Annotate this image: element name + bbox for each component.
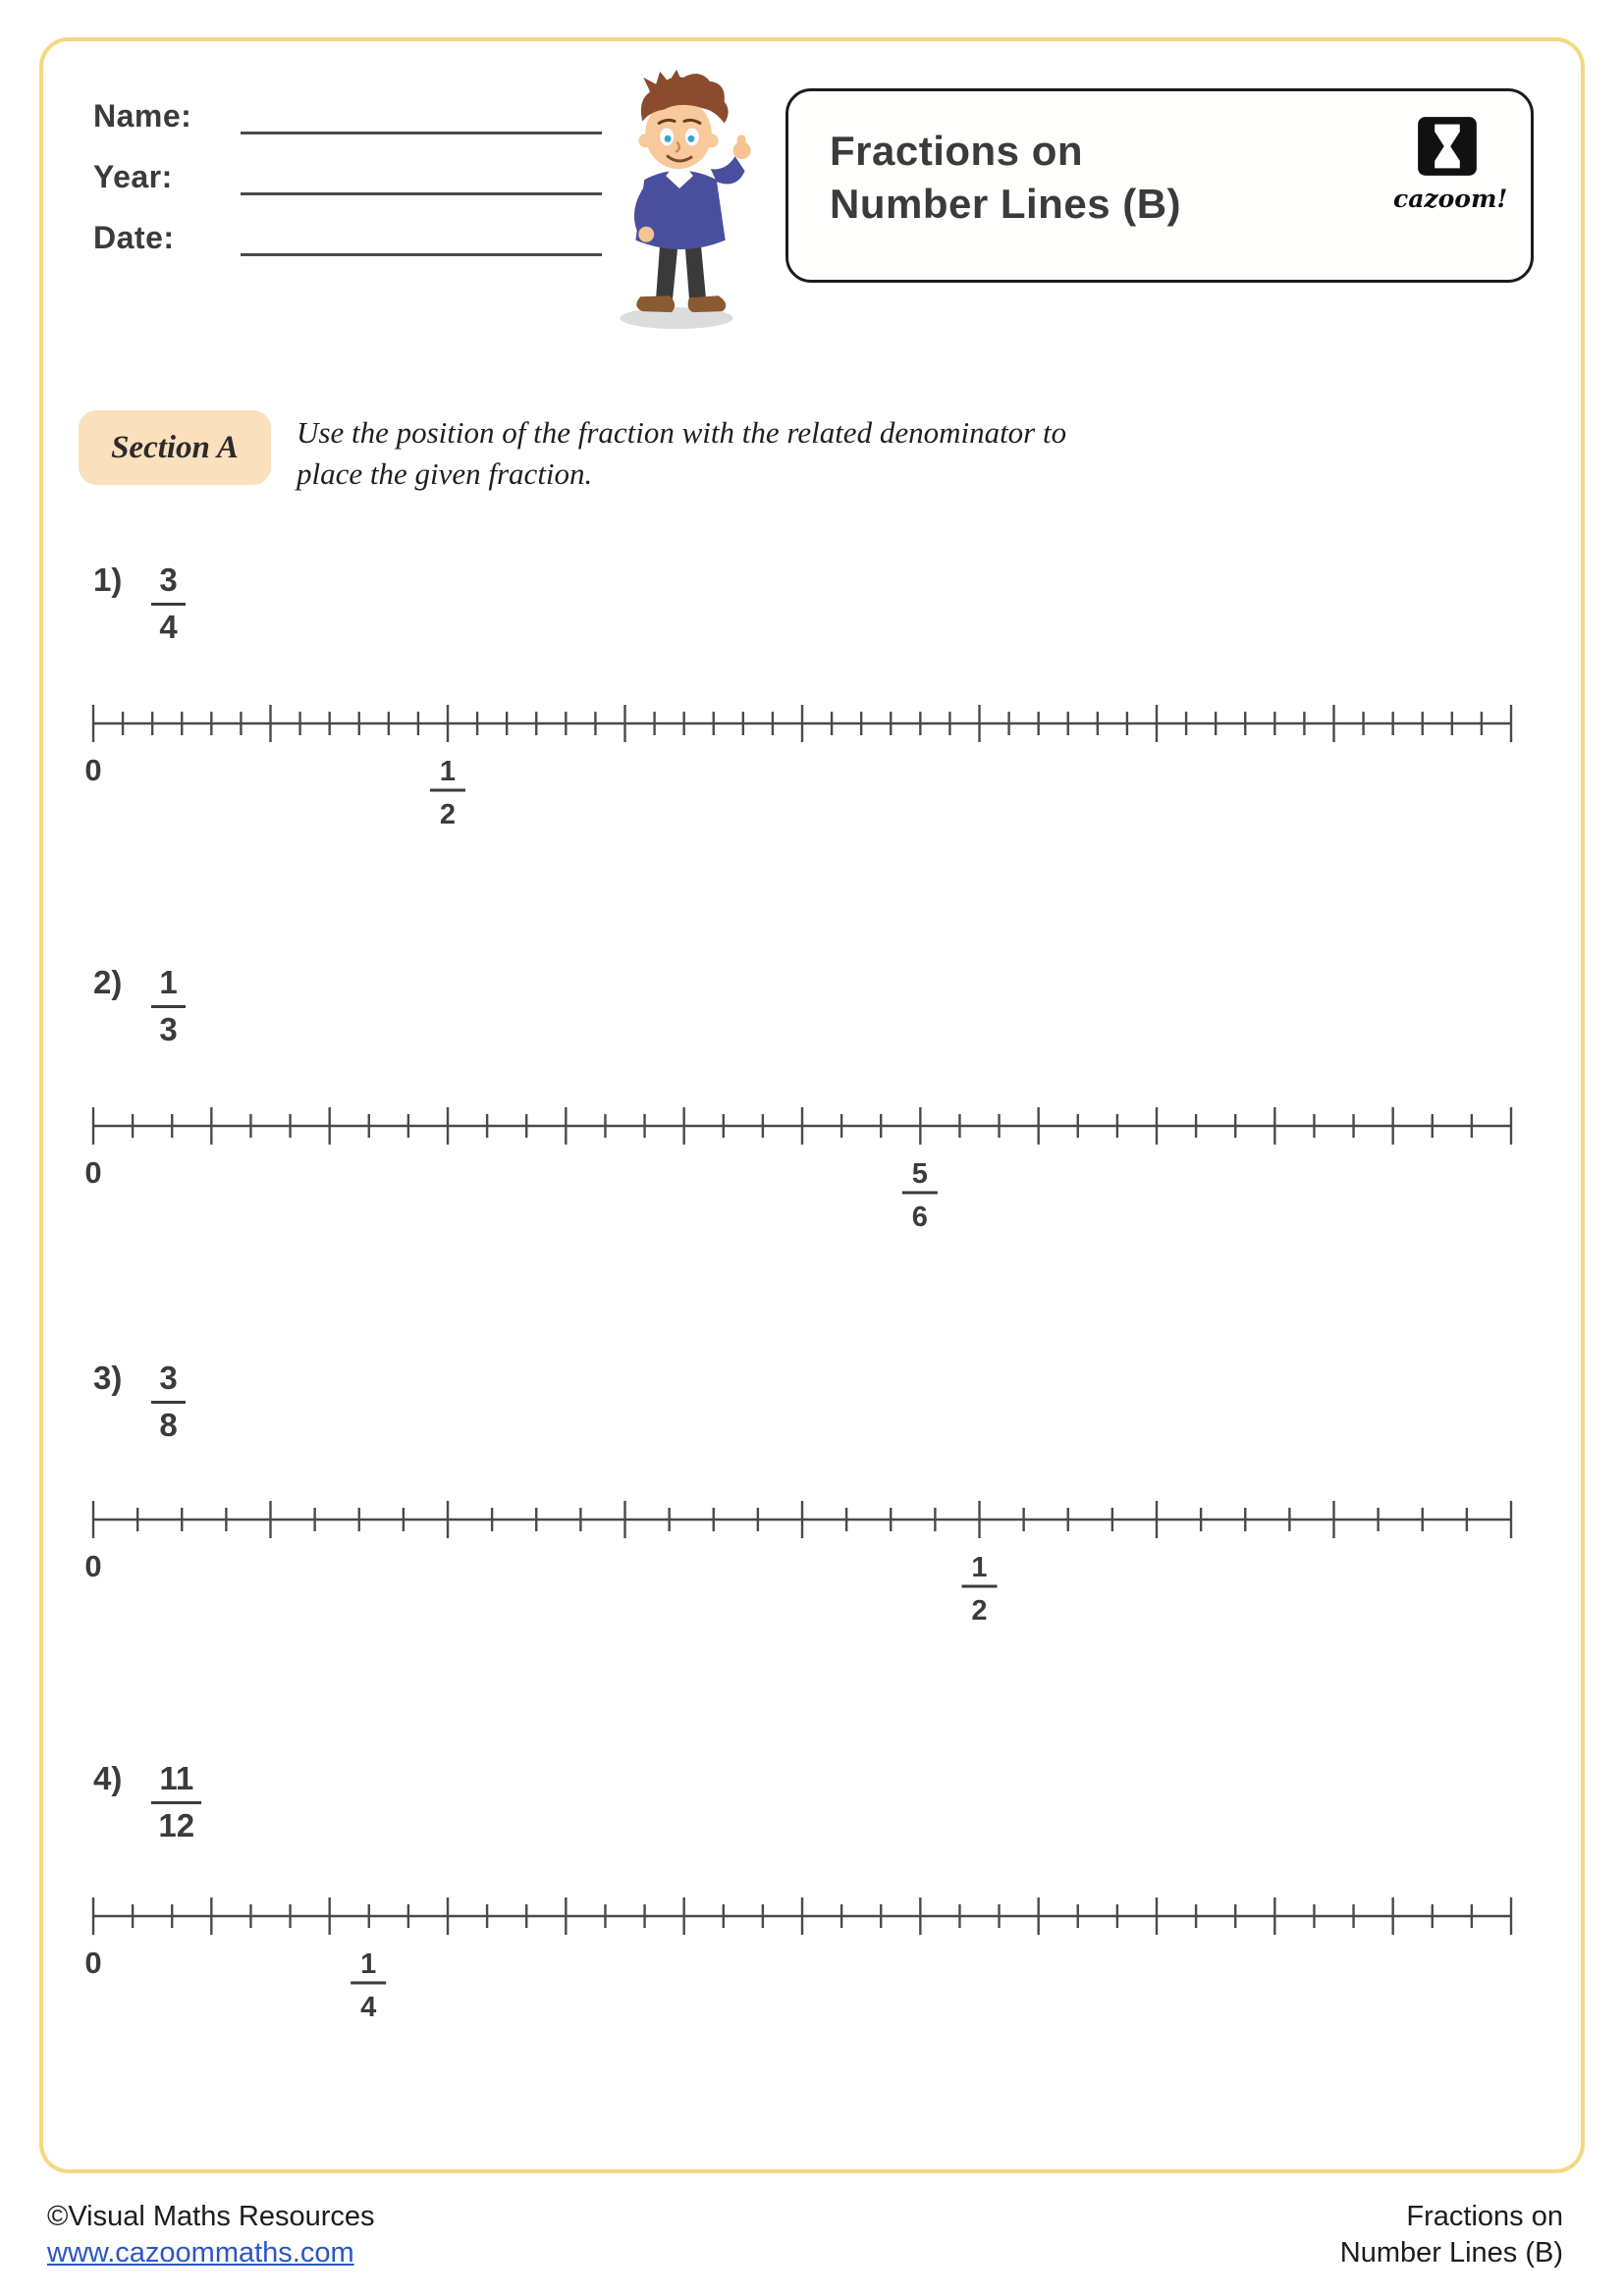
date-label: Date: bbox=[93, 220, 175, 255]
cazoom-logo bbox=[1393, 115, 1508, 213]
cazoom-logo-icon bbox=[1416, 115, 1479, 178]
problem-1-fraction-numerator: 3 bbox=[151, 561, 185, 606]
marked-fraction-numerator: 1 bbox=[439, 756, 457, 787]
footer-title-line2: Number Lines (B) bbox=[1339, 2237, 1563, 2269]
problem-3-head bbox=[93, 1360, 186, 1444]
problem-4-fraction-denominator: 12 bbox=[158, 1807, 195, 1843]
section-a-label: Section A bbox=[111, 429, 239, 465]
cazoom-logo-text: cazoom! bbox=[1393, 185, 1508, 213]
problem-4-fraction bbox=[151, 1760, 201, 1844]
name-label: Name: bbox=[93, 98, 192, 133]
number-line-3 bbox=[83, 1488, 1521, 1626]
instruction-text bbox=[297, 412, 1327, 495]
marked-fraction-numerator: 1 bbox=[971, 1552, 988, 1583]
marked-fraction-denominator: 2 bbox=[971, 1595, 988, 1626]
problem-2-number: 2) bbox=[93, 964, 123, 1000]
problem-1-fraction bbox=[151, 561, 185, 646]
section-a-badge bbox=[79, 410, 271, 485]
problem-1-number: 1) bbox=[93, 561, 123, 598]
marked-fraction-denominator: 2 bbox=[439, 799, 457, 829]
marked-fraction-numerator: 1 bbox=[360, 1949, 377, 1980]
problem-4-number: 4) bbox=[93, 1760, 123, 1796]
problem-1-head bbox=[93, 561, 186, 646]
date-field-row bbox=[93, 220, 602, 256]
marked-fraction-denominator: 6 bbox=[911, 1201, 928, 1232]
footer-title-line1: Fractions on bbox=[1406, 2201, 1563, 2232]
worksheet-title-box bbox=[785, 88, 1534, 283]
name-field-row bbox=[93, 98, 602, 134]
line-zero-label: 0 bbox=[84, 1549, 102, 1583]
date-blank-line bbox=[241, 221, 602, 256]
instruction-line1: Use the position of the fraction with the related denominator to bbox=[297, 415, 1067, 450]
worksheet-title-line2: Number Lines (B) bbox=[830, 180, 1182, 227]
instruction-line2: place the given fraction. bbox=[297, 455, 593, 491]
problem-1-fraction-denominator: 4 bbox=[159, 609, 178, 645]
number-line-2 bbox=[83, 1095, 1521, 1232]
problem-2-fraction-denominator: 3 bbox=[159, 1011, 178, 1047]
problem-2-fraction bbox=[151, 964, 185, 1048]
name-blank-line bbox=[241, 99, 602, 134]
problem-3-number: 3) bbox=[93, 1360, 123, 1396]
problem-3-fraction bbox=[151, 1360, 185, 1444]
problem-2-fraction-numerator: 1 bbox=[151, 964, 185, 1008]
line-zero-label: 0 bbox=[84, 753, 102, 787]
mascot-illustration bbox=[577, 51, 785, 334]
footer-left bbox=[47, 2199, 375, 2271]
number-line-1 bbox=[83, 692, 1521, 829]
worksheet-title-line1: Fractions on bbox=[830, 128, 1084, 174]
problem-2-head bbox=[93, 964, 186, 1048]
problem-3-fraction-numerator: 3 bbox=[151, 1360, 185, 1404]
copyright-text: ©Visual Maths Resources bbox=[47, 2201, 375, 2232]
year-blank-line bbox=[241, 160, 602, 195]
year-label: Year: bbox=[93, 159, 173, 194]
marked-fraction-numerator: 5 bbox=[911, 1158, 928, 1190]
number-line-4 bbox=[83, 1885, 1521, 2022]
year-field-row bbox=[93, 159, 602, 195]
problem-4-head bbox=[93, 1760, 201, 1844]
website-link[interactable]: www.cazoommaths.com bbox=[47, 2237, 354, 2269]
marked-fraction-denominator: 4 bbox=[360, 1992, 377, 2022]
line-zero-label: 0 bbox=[84, 1946, 102, 1980]
problem-3-fraction-denominator: 8 bbox=[159, 1407, 178, 1443]
worksheet-title bbox=[830, 125, 1181, 231]
footer-right bbox=[1340, 2199, 1563, 2271]
problem-4-fraction-numerator: 11 bbox=[151, 1760, 201, 1804]
line-zero-label: 0 bbox=[84, 1155, 102, 1190]
